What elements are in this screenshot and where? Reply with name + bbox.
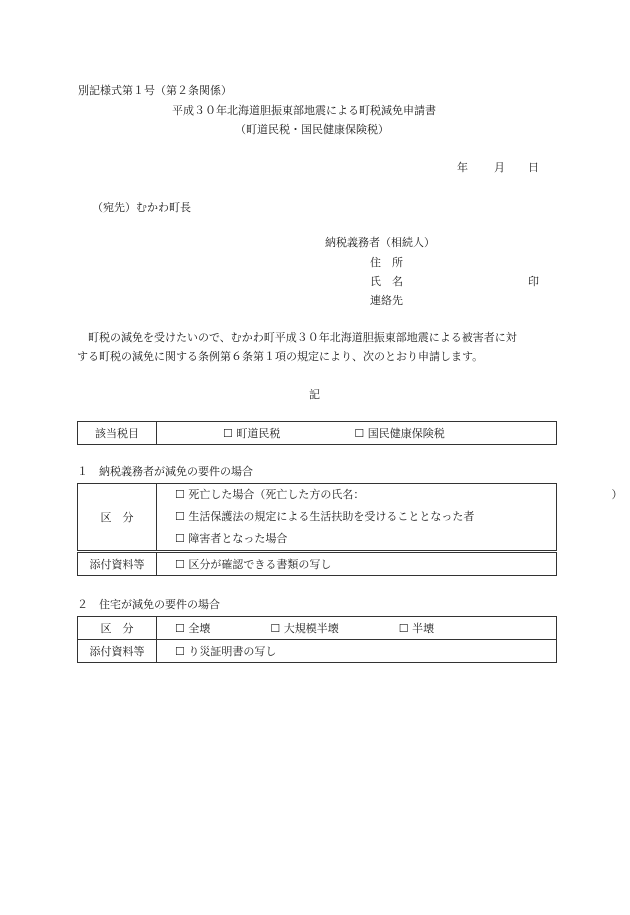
- form-number: 別記様式第１号（第２条関係）: [78, 84, 232, 97]
- checkbox-large-scale-half-collapse[interactable]: ☐ 大規模半壊: [270, 622, 339, 635]
- section1-heading: １ 納税義務者が減免の要件の場合: [77, 465, 253, 478]
- option-welfare[interactable]: ☐ 生活保護法の規定による生活扶助を受けることとなった者: [175, 510, 475, 523]
- document-subtitle: （町道民税・国民健康保険税）: [235, 123, 389, 136]
- addressee: （宛先）むかわ町長: [92, 201, 191, 214]
- section2-attach-label: 添付資料等: [78, 640, 157, 663]
- ki-heading: 記: [309, 388, 320, 401]
- checkbox-icon: ☐: [398, 622, 409, 635]
- checkbox-icon: ☐: [175, 510, 185, 523]
- checkbox-icon: ☐: [270, 622, 281, 635]
- section2-attach-option[interactable]: ☐ り災証明書の写し: [157, 640, 557, 663]
- tax-type-table: [77, 421, 557, 445]
- section2-table: [77, 616, 557, 663]
- section1-attach-option[interactable]: ☐ 区分が確認できる書類の写し: [157, 552, 557, 576]
- name-label: 氏 名: [370, 275, 403, 288]
- applicant-heading: 納税義務者（相続人）: [325, 236, 435, 249]
- section1-category-options: [157, 484, 623, 552]
- seal-mark: 印: [528, 275, 539, 288]
- document-title: 平成３０年北海道胆振東部地震による町税減免申請書: [172, 104, 436, 117]
- section1-category-label: 区 分: [78, 484, 157, 552]
- checkbox-total-collapse[interactable]: ☐ 全壊: [175, 622, 211, 635]
- date-year: 年: [457, 161, 468, 174]
- option-deceased[interactable]: ☐ 死亡した場合（死亡した方の氏名： ）: [175, 484, 556, 506]
- section2-category-label: 区 分: [78, 617, 157, 640]
- contact-label: 連絡先: [370, 294, 403, 307]
- section1-attach-label: 添付資料等: [78, 552, 157, 576]
- address-label: 住 所: [370, 256, 403, 269]
- checkbox-icon: ☐: [175, 558, 185, 571]
- checkbox-icon: ☐: [175, 622, 185, 635]
- checkbox-municipal-tax[interactable]: ☐ 町道民税: [223, 427, 281, 440]
- body-text-line1: 町税の減免を受けたいので、むかわ町平成３０年北海道胆振東部地震による被害者に対: [88, 331, 517, 344]
- section1-table: [77, 483, 623, 576]
- checkbox-icon: ☐: [175, 532, 185, 545]
- body-text-line2: する町税の減免に関する条例第６条第１項の規定により、次のとおり申請します。: [77, 350, 484, 363]
- checkbox-icon: ☐: [175, 488, 185, 501]
- checkbox-half-collapse[interactable]: ☐ 半壊: [398, 622, 435, 635]
- section2-heading: ２ 住宅が減免の要件の場合: [77, 598, 220, 611]
- option-disability[interactable]: ☐ 障害者となった場合: [175, 532, 288, 545]
- date-day: 日: [528, 161, 539, 174]
- tax-type-options: [157, 422, 557, 445]
- section2-category-options: [157, 617, 557, 640]
- checkbox-icon: ☐: [223, 427, 233, 440]
- checkbox-icon: ☐: [175, 645, 185, 658]
- tax-type-header: 該当税目: [78, 422, 157, 445]
- date-month: 月: [494, 161, 505, 174]
- checkbox-health-insurance-tax[interactable]: ☐ 国民健康保険税: [354, 427, 445, 440]
- checkbox-icon: ☐: [354, 427, 365, 440]
- close-paren: ）: [611, 488, 623, 501]
